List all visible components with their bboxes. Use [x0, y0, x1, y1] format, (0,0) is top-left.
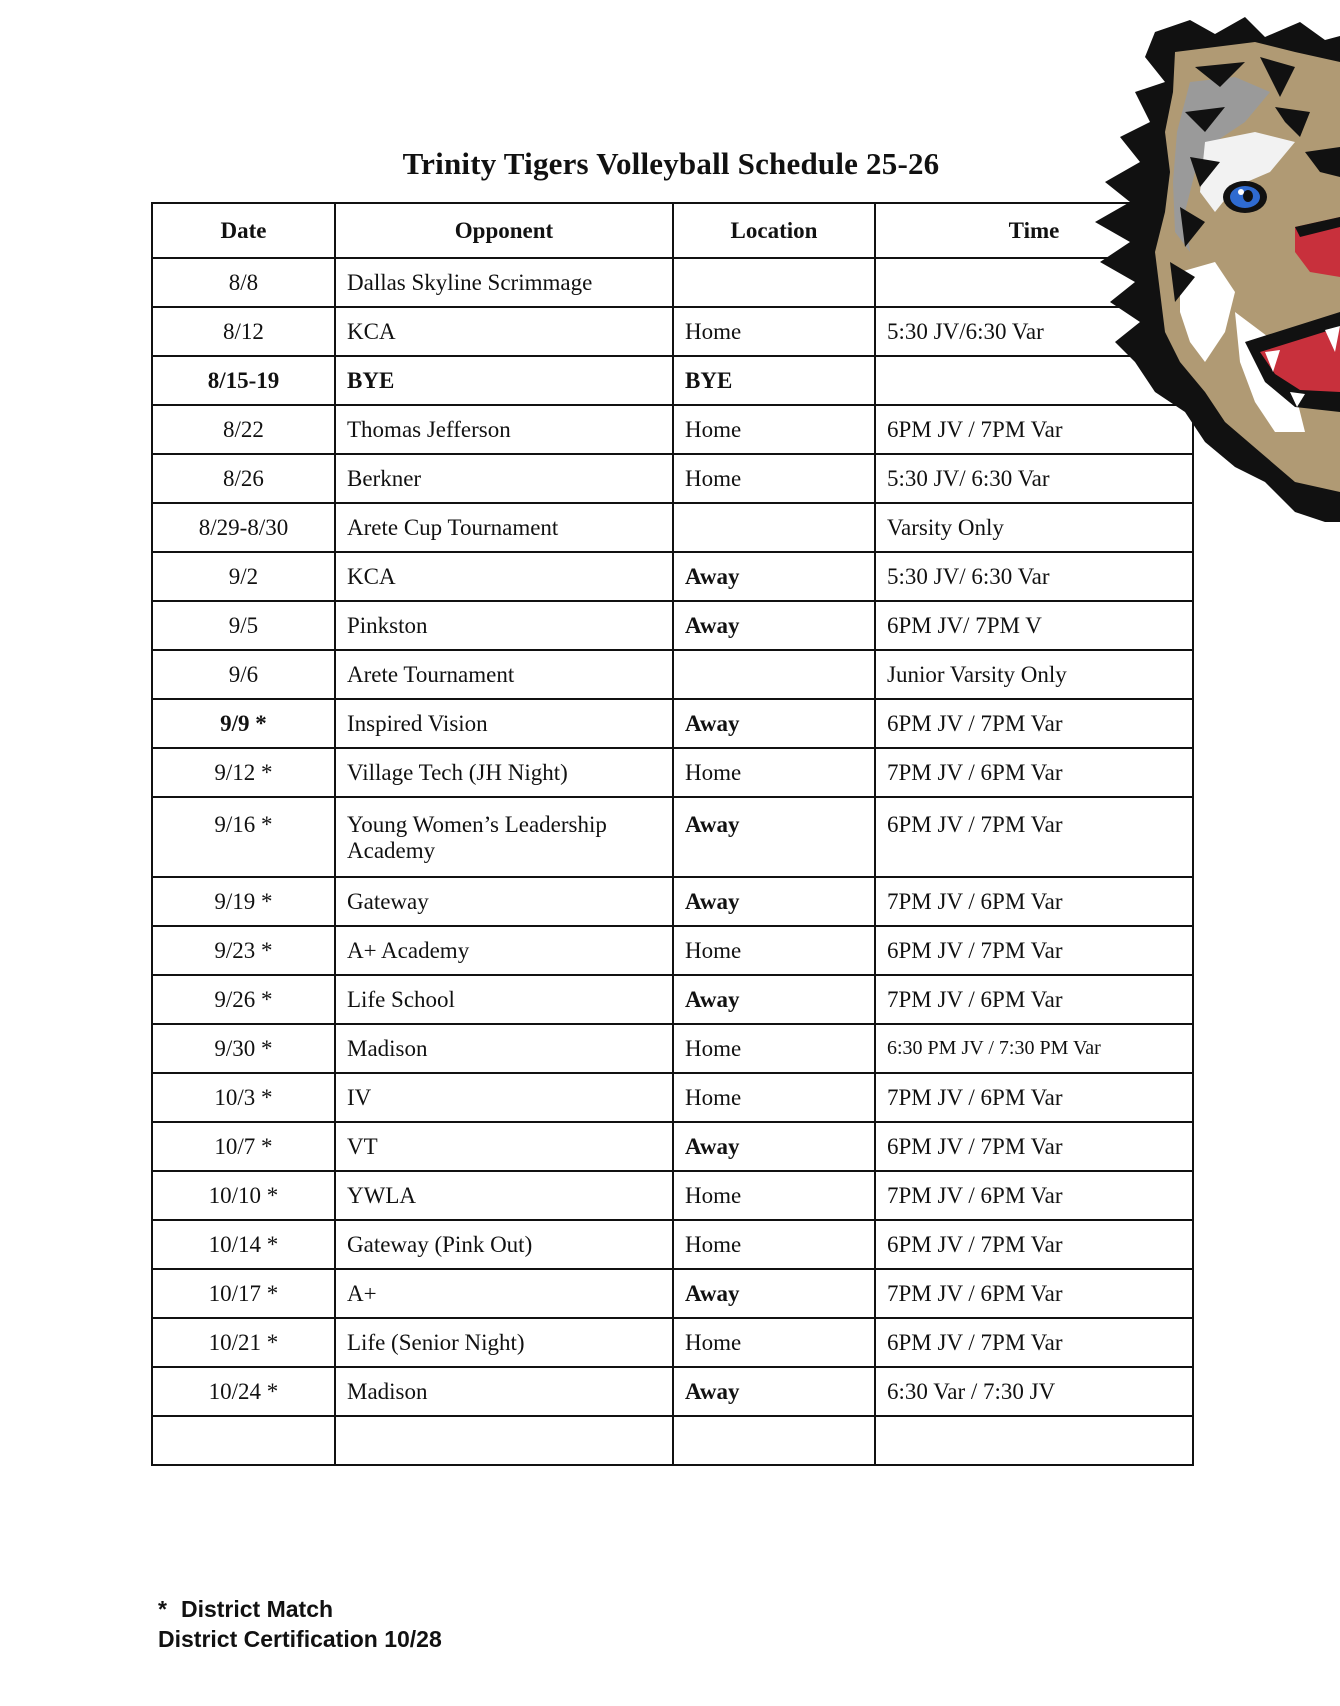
table-row: [152, 1073, 1193, 1122]
location-cell: Away: [673, 699, 875, 748]
table-row: [152, 307, 1193, 356]
date-cell: 10/7 *: [152, 1122, 335, 1171]
opponent-cell: Pinkston: [335, 601, 673, 650]
table-row: [152, 975, 1193, 1024]
location-cell: Away: [673, 877, 875, 926]
location-cell: [673, 650, 875, 699]
time-cell: 7PM JV / 6PM Var: [875, 1171, 1193, 1220]
date-cell: 8/29-8/30: [152, 503, 335, 552]
opponent-cell: Madison: [335, 1024, 673, 1073]
date-cell: 10/10 *: [152, 1171, 335, 1220]
time-cell: 5:30 JV/ 6:30 Var: [875, 454, 1193, 503]
time-cell: 6PM JV / 7PM Var: [875, 405, 1193, 454]
district-match-label: District Match: [180, 1596, 334, 1622]
date-cell: 10/14 *: [152, 1220, 335, 1269]
location-cell: Away: [673, 601, 875, 650]
table-row: [152, 748, 1193, 797]
table-row: [152, 1122, 1193, 1171]
opponent-cell: Village Tech (JH Night): [335, 748, 673, 797]
location-cell: Home: [673, 748, 875, 797]
time-cell: 6PM JV / 7PM Var: [875, 1318, 1193, 1367]
location-cell: Away: [673, 1367, 875, 1416]
opponent-cell: YWLA: [335, 1171, 673, 1220]
table-row: [152, 258, 1193, 307]
asterisk-symbol: *: [158, 1596, 167, 1622]
opponent-cell: IV: [335, 1073, 673, 1122]
table-row: [152, 699, 1193, 748]
time-cell: 6PM JV / 7PM Var: [875, 1220, 1193, 1269]
table-row: [152, 797, 1193, 877]
time-cell: 7PM JV / 6PM Var: [875, 1269, 1193, 1318]
date-cell: [152, 1416, 335, 1465]
tiger-head-icon: [1095, 12, 1340, 522]
date-cell: 9/23 *: [152, 926, 335, 975]
date-cell: 9/16 *: [152, 797, 335, 877]
location-cell: Home: [673, 1073, 875, 1122]
time-cell: 7PM JV / 6PM Var: [875, 1073, 1193, 1122]
location-cell: Home: [673, 405, 875, 454]
opponent-cell: Life School: [335, 975, 673, 1024]
opponent-cell: Gateway (Pink Out): [335, 1220, 673, 1269]
opponent-cell: Life (Senior Night): [335, 1318, 673, 1367]
opponent-cell: Dallas Skyline Scrimmage: [335, 258, 673, 307]
table-row: [152, 1416, 1193, 1465]
location-cell: Home: [673, 1318, 875, 1367]
opponent-cell: Arete Cup Tournament: [335, 503, 673, 552]
date-cell: 9/26 *: [152, 975, 335, 1024]
location-cell: [673, 503, 875, 552]
location-cell: Away: [673, 975, 875, 1024]
table-row: [152, 503, 1193, 552]
opponent-cell: KCA: [335, 552, 673, 601]
opponent-cell: Madison: [335, 1367, 673, 1416]
header-date: Date: [152, 203, 335, 258]
date-cell: 9/5: [152, 601, 335, 650]
table-row: [152, 1024, 1193, 1073]
opponent-cell: [335, 1416, 673, 1465]
time-cell: 6:30 PM JV / 7:30 PM Var: [875, 1024, 1193, 1073]
time-cell: 6:30 Var / 7:30 JV: [875, 1367, 1193, 1416]
time-cell: 6PM JV/ 7PM V: [875, 601, 1193, 650]
table-row: [152, 601, 1193, 650]
table-row: [152, 552, 1193, 601]
footnotes: [158, 1594, 442, 1654]
district-match-note: [158, 1594, 442, 1624]
opponent-cell: Arete Tournament: [335, 650, 673, 699]
header-location: Location: [673, 203, 875, 258]
location-cell: [673, 1416, 875, 1465]
time-cell: 6PM JV / 7PM Var: [875, 926, 1193, 975]
location-cell: Away: [673, 797, 875, 877]
date-cell: 9/30 *: [152, 1024, 335, 1073]
header-opponent: Opponent: [335, 203, 673, 258]
table-row: [152, 405, 1193, 454]
time-cell: 7PM JV / 6PM Var: [875, 975, 1193, 1024]
location-cell: Home: [673, 307, 875, 356]
opponent-cell: BYE: [335, 356, 673, 405]
date-cell: 10/21 *: [152, 1318, 335, 1367]
date-cell: 9/2: [152, 552, 335, 601]
date-cell: 10/24 *: [152, 1367, 335, 1416]
location-cell: BYE: [673, 356, 875, 405]
date-cell: 8/8: [152, 258, 335, 307]
location-cell: Home: [673, 1220, 875, 1269]
table-row: [152, 926, 1193, 975]
opponent-cell: Gateway: [335, 877, 673, 926]
time-cell: 6PM JV / 7PM Var: [875, 797, 1193, 877]
opponent-cell: VT: [335, 1122, 673, 1171]
opponent-cell: Thomas Jefferson: [335, 405, 673, 454]
time-cell: Junior Varsity Only: [875, 650, 1193, 699]
location-cell: [673, 258, 875, 307]
time-cell: 7PM JV / 6PM Var: [875, 748, 1193, 797]
date-cell: 9/12 *: [152, 748, 335, 797]
location-cell: Away: [673, 1122, 875, 1171]
table-row: [152, 650, 1193, 699]
table-row: [152, 356, 1193, 405]
location-cell: Home: [673, 1171, 875, 1220]
location-cell: Away: [673, 552, 875, 601]
opponent-cell: A+: [335, 1269, 673, 1318]
time-cell: 7PM JV / 6PM Var: [875, 877, 1193, 926]
district-certification-note: District Certification 10/28: [158, 1626, 442, 1652]
table-row: [152, 1220, 1193, 1269]
table-row: [152, 1367, 1193, 1416]
date-cell: 10/17 *: [152, 1269, 335, 1318]
time-cell: 6PM JV / 7PM Var: [875, 699, 1193, 748]
opponent-cell: KCA: [335, 307, 673, 356]
opponent-cell: Inspired Vision: [335, 699, 673, 748]
date-cell: 10/3 *: [152, 1073, 335, 1122]
date-cell: 8/26: [152, 454, 335, 503]
date-cell: 9/6: [152, 650, 335, 699]
opponent-cell: Young Women’s Leadership Academy: [335, 797, 673, 877]
time-cell: 5:30 JV/ 6:30 Var: [875, 552, 1193, 601]
location-cell: Home: [673, 454, 875, 503]
time-cell: [875, 1416, 1193, 1465]
page-title: Trinity Tigers Volleyball Schedule 25-26: [402, 146, 940, 181]
location-cell: Home: [673, 926, 875, 975]
time-cell: 5:30 JV/6:30 Var: [875, 307, 1193, 356]
location-cell: Home: [673, 1024, 875, 1073]
location-cell: Away: [673, 1269, 875, 1318]
table-row: [152, 1171, 1193, 1220]
date-cell: 9/9 *: [152, 699, 335, 748]
time-cell: Varsity Only: [875, 503, 1193, 552]
table-row: [152, 1318, 1193, 1367]
table-header-row: [152, 203, 1193, 258]
header-time: Time: [875, 203, 1193, 258]
date-cell: 8/12: [152, 307, 335, 356]
opponent-cell: A+ Academy: [335, 926, 673, 975]
time-cell: 6PM JV / 7PM Var: [875, 1122, 1193, 1171]
opponent-cell: Berkner: [335, 454, 673, 503]
table-row: [152, 1269, 1193, 1318]
schedule-table: [151, 202, 1194, 1466]
date-cell: 8/15-19: [152, 356, 335, 405]
table-row: [152, 454, 1193, 503]
table-row: [152, 877, 1193, 926]
date-cell: 8/22: [152, 405, 335, 454]
date-cell: 9/19 *: [152, 877, 335, 926]
